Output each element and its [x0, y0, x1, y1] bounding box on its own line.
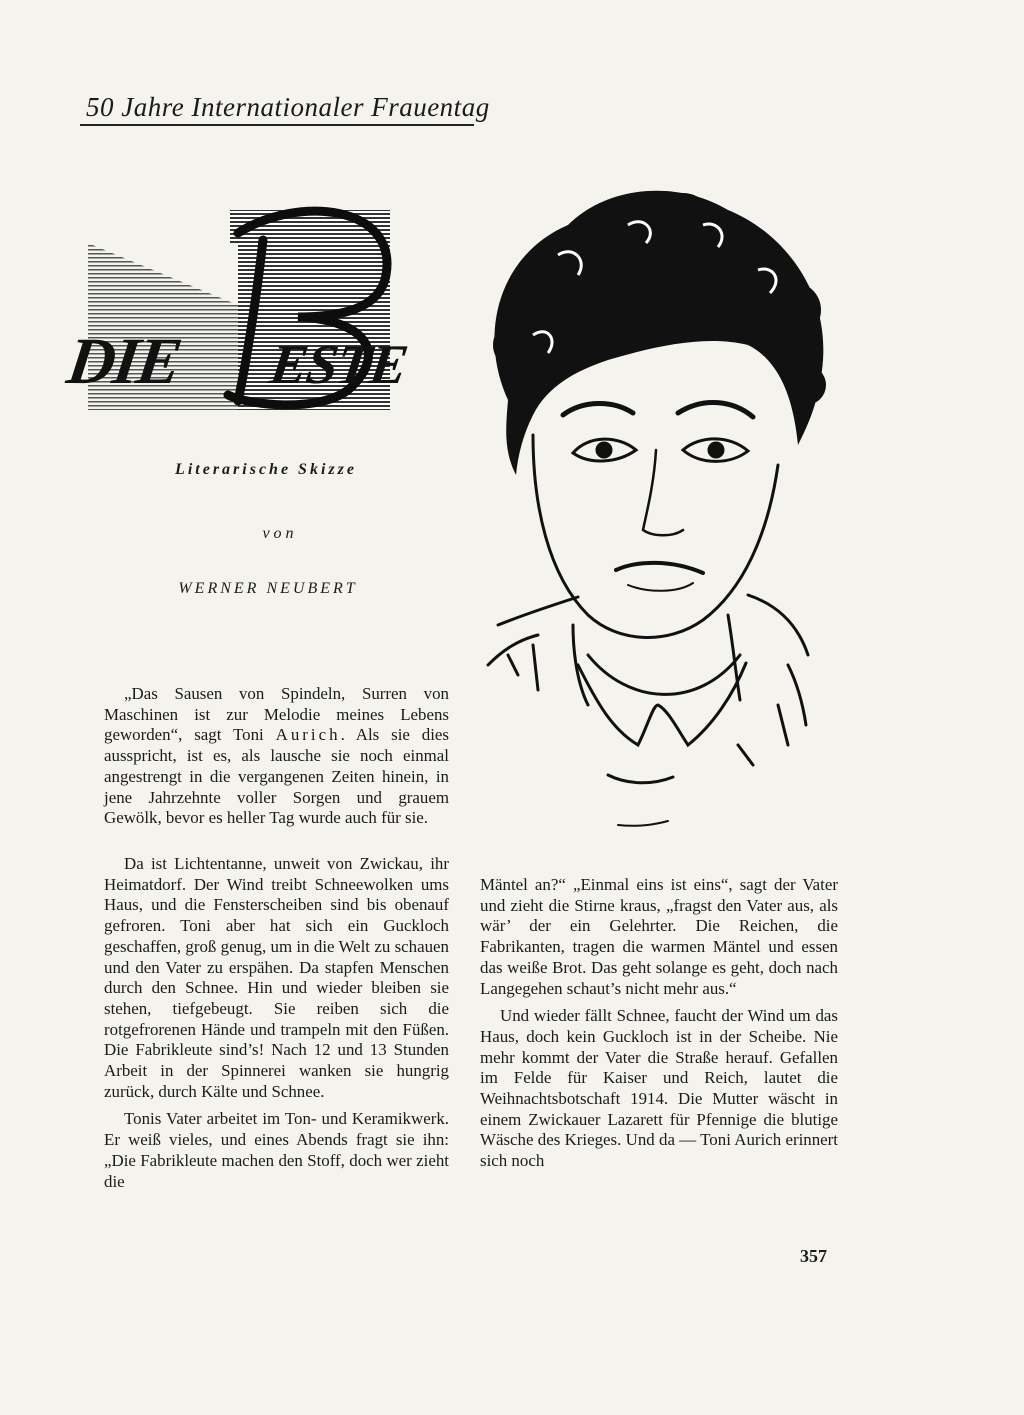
byline: von — [262, 525, 298, 542]
name-spaced: Aurich — [275, 725, 341, 745]
author-name: WERNER NEUBERT — [178, 580, 358, 597]
paragraph: Tonis Vater arbeitet im Ton- und Keramikwerk. Er weiß vieles, und eines Abends fragt sie ihn: „Die Fabrikleute machen den Stoff, doch wer zieht die — [104, 1109, 449, 1191]
text-column-left — [104, 854, 449, 1192]
text-column-right — [480, 875, 838, 1172]
title-lettering-artwork — [62, 205, 443, 415]
paragraph: Da ist Lichtentanne, unweit von Zwickau, ihr Heimatdorf. Der Wind treibt Schneewolken ums Haus, und die Fensterscheiben sind bis obenauf gefroren. Toni aber hat sich ein Guckloch geschaffen, groß genug, um in die Welt zu schauen und den Vater zu erspähen. Da stapfen Menschen durch den Schnee. Hin und wieder bleiben sie stehen, tiefgebeugt. Sie reiben sich die rotgefrorenen Hände und trampeln mit den Füßen. Die Fabrikleute sind’s! Nach 12 und 13 Stunden Arbeit in der Spinnerei wanken sie hungrig zurück, durch Kälte und Schnee. — [104, 854, 449, 1101]
face — [533, 402, 778, 705]
collar-and-shoulders — [488, 595, 808, 826]
paragraph-continued: Mäntel an?“ „Einmal eins ist eins“, sagt der Vater und zieht die Stirne kraus, „fragst den Vater aus, als wär’ der ein Gelehrter. Die Reichen, die Fabrikanten, tragen die warmen Mäntel und essen das weiße Brot. Das geht solange es geht, doch nach Langegehen schaut’s nicht mehr aus.“ — [480, 875, 838, 998]
subtitle: Literarische Skizze — [175, 461, 357, 478]
paragraph — [104, 684, 449, 829]
page-number: 357 — [800, 1246, 827, 1266]
svg-text:DIE: DIE — [62, 325, 185, 398]
running-title-underline — [80, 124, 474, 126]
running-title: 50 Jahre Internationaler Frauentag — [86, 92, 490, 122]
paragraph-text: . Als sie dies ausspricht, ist es, als lausche sie noch einmal angestrengt in die vergangenen Zeiten hinein, in jene Jahrzehnte voller Sorgen und grauem Gewölk, bevor es heller Tag wurde auch für sie. — [104, 725, 449, 828]
paragraph: Und wieder fällt Schnee, faucht der Wind um das Haus, doch kein Guckloch ist in der Scheibe. Nie mehr kommt der Vater die Straße herauf. Gefallen im Felde für Kaiser und Reich, lautet die Weihnachtsbotschaft 1914. Die Mutter wäscht in einem Zwickauer Lazarett für Pfennige die blutige Wäsche des Krieges. Und da — Toni Aurich erinnert sich noch — [480, 1006, 838, 1171]
portrait-drawing — [478, 185, 838, 830]
paragraph-text: „Das Sausen von Spindeln, Surren von Maschinen ist zur Melodie meines Lebens geworden“, sagt Toni — [104, 684, 449, 745]
text-column-left-intro — [104, 684, 449, 829]
svg-text:ESTE: ESTE — [266, 334, 411, 396]
